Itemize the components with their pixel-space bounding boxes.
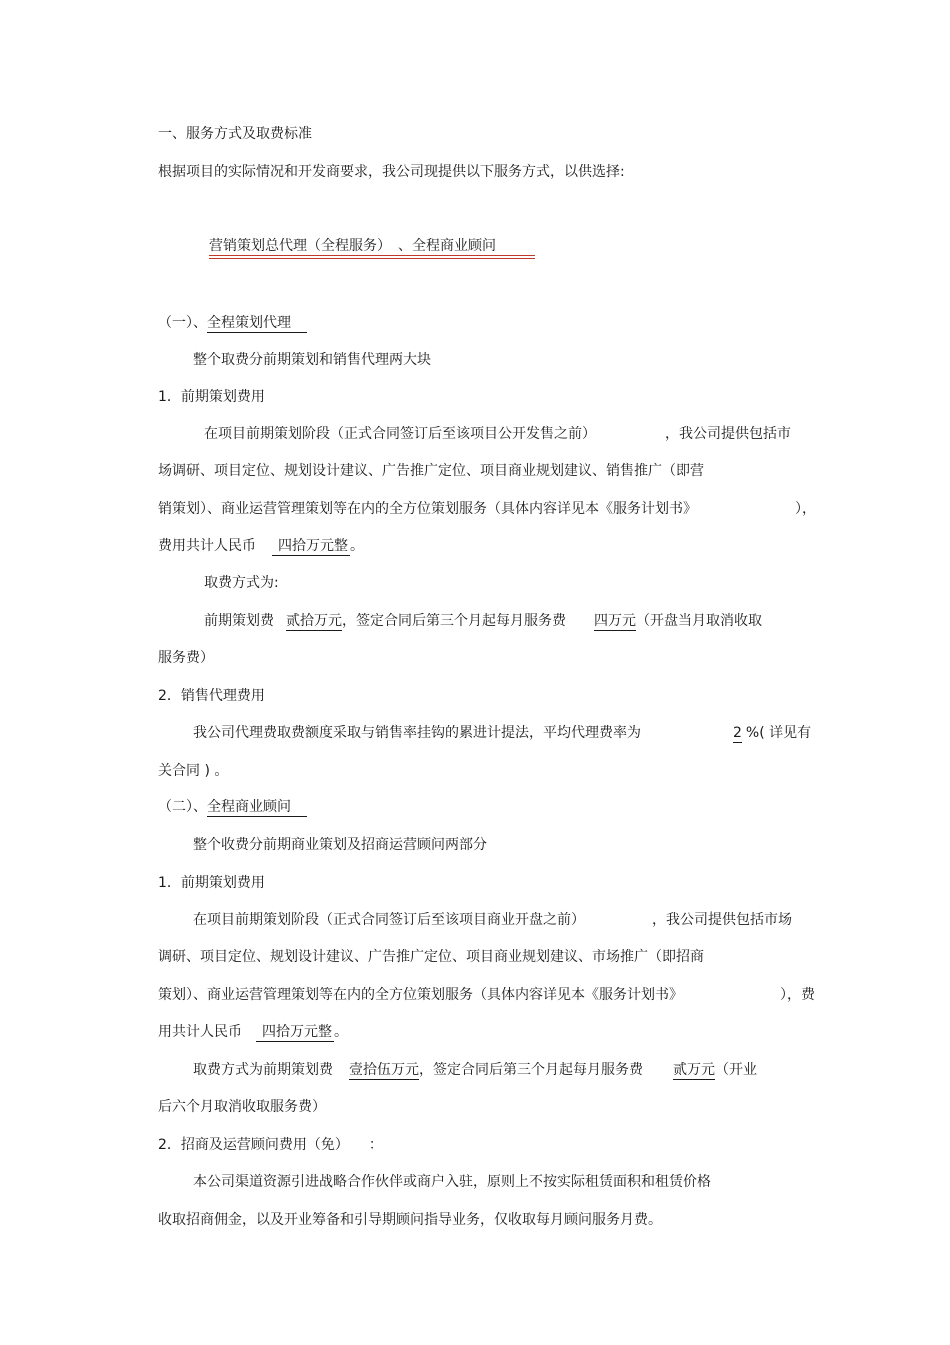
item-a1-line2: 场调研、项目定位、规划设计建议、广告推广定位、项目商业规划建议、销售推广（即营	[158, 463, 704, 479]
item-b1-line4-label: 用共计人民币	[158, 1024, 242, 1040]
fee-method-b-end: （开业	[715, 1062, 757, 1078]
fee-method-line-a	[204, 611, 762, 631]
fee-amount-b1: 四拾万元整	[256, 1024, 334, 1042]
item-a2-line1	[733, 723, 811, 743]
service-options: 营销策划总代理（全程服务） 、全程商业顾问	[209, 238, 496, 254]
subsection-b-prefix: （二）、	[158, 799, 207, 815]
fee-method-a-label: 前期策划费	[204, 613, 274, 629]
item-b2-line2: 收取招商佣金，以及开业筹备和引导期顾问指导业务，仅收取每月顾问服务月费。	[158, 1212, 662, 1228]
agency-rate: 2	[733, 725, 742, 741]
item-a2-line1b: %( 详见有	[745, 725, 812, 741]
item-a1-line1a: 在项目前期策划阶段（正式合同签订后至该项目公开发售之前）	[204, 426, 596, 442]
section-heading: 一、服务方式及取费标准	[158, 126, 312, 142]
fee-method-label: 取费方式为:	[204, 575, 279, 591]
fee-method-a-end: （开盘当月取消收取	[636, 613, 762, 629]
subsection-a-title: 全程策划代理	[207, 314, 307, 333]
item-a1-line1b: ，我公司提供包括市	[665, 426, 791, 442]
item-a1-line3a: 销策划）、商业运营管理策划等在内的全方位策划服务（具体内容详见本《服务计划书》	[158, 501, 697, 517]
item-b2-colon: ：	[368, 1137, 383, 1153]
fee-amount-a1: 四拾万元整	[272, 538, 350, 556]
item-b1-line4	[158, 1022, 348, 1042]
item-a2-line1a: 我公司代理费取费额度采取与销售率挂钩的累进计提法，平均代理费率为	[193, 725, 641, 741]
fee-amount-a-monthly: 四万元	[594, 613, 636, 629]
item-a1-line4-label: 费用共计人民币	[158, 538, 256, 554]
fee-amount-b-initial: 壹拾伍万元	[349, 1062, 419, 1078]
fee-method-line-b	[193, 1060, 757, 1080]
subsection-heading-a	[158, 313, 307, 333]
item-a2-line2: 关合同 ) 。	[158, 763, 229, 779]
item-b1-line4-end: 。	[334, 1024, 348, 1040]
item-a1-line3b: ），	[795, 501, 816, 517]
fee-amount-b-monthly: 贰万元	[673, 1062, 715, 1078]
subsection-b-summary: 整个收费分前期商业策划及招商运营顾问两部分	[193, 837, 487, 853]
item-a1-title: 1．前期策划费用	[158, 389, 265, 405]
item-b1-line3a: 策划）、商业运营管理策划等在内的全方位策划服务（具体内容详见本《服务计划书》	[158, 987, 683, 1003]
red-underline-1	[209, 255, 535, 256]
subsection-a-prefix: （一）、	[158, 315, 207, 331]
item-b1-line2: 调研、项目定位、规划设计建议、广告推广定位、项目商业规划建议、市场推广（即招商	[158, 949, 704, 965]
fee-method-b-mid: ，签定合同后第三个月起每月服务费	[419, 1062, 643, 1078]
item-b1-line1a: 在项目前期策划阶段（正式合同签订后至该项目商业开盘之前）	[193, 912, 585, 928]
subsection-a-summary: 整个取费分前期策划和销售代理两大块	[193, 352, 431, 368]
item-a1-line4	[158, 536, 364, 556]
item-b2-line1: 本公司渠道资源引进战略合作伙伴或商户入驻，原则上不按实际租赁面积和租赁价格	[193, 1174, 711, 1190]
fee-amount-a-initial: 贰拾万元	[286, 613, 342, 629]
intro-paragraph: 根据项目的实际情况和开发商要求，我公司现提供以下服务方式，以供选择:	[158, 164, 625, 180]
fee-method-a-line2: 服务费）	[158, 650, 214, 666]
item-b1-title: 1．前期策划费用	[158, 875, 265, 891]
item-a1-line4-end: 。	[350, 538, 364, 554]
item-a2-title: 2．销售代理费用	[158, 688, 265, 704]
item-b1-line3b: ），费	[780, 987, 815, 1003]
fee-method-a-mid: ，签定合同后第三个月起每月服务费	[342, 613, 566, 629]
subsection-b-title: 全程商业顾问	[207, 798, 307, 817]
fee-method-b-line2: 后六个月取消收取服务费）	[158, 1099, 326, 1115]
item-b2-title-line	[158, 1135, 383, 1155]
subsection-heading-b	[158, 797, 307, 817]
item-b2-title: 2．招商及运营顾问费用（免）	[158, 1137, 349, 1153]
fee-method-b-label: 取费方式为前期策划费	[193, 1062, 333, 1078]
item-b1-line1b: ，我公司提供包括市场	[652, 912, 792, 928]
red-underline-2	[209, 258, 535, 259]
